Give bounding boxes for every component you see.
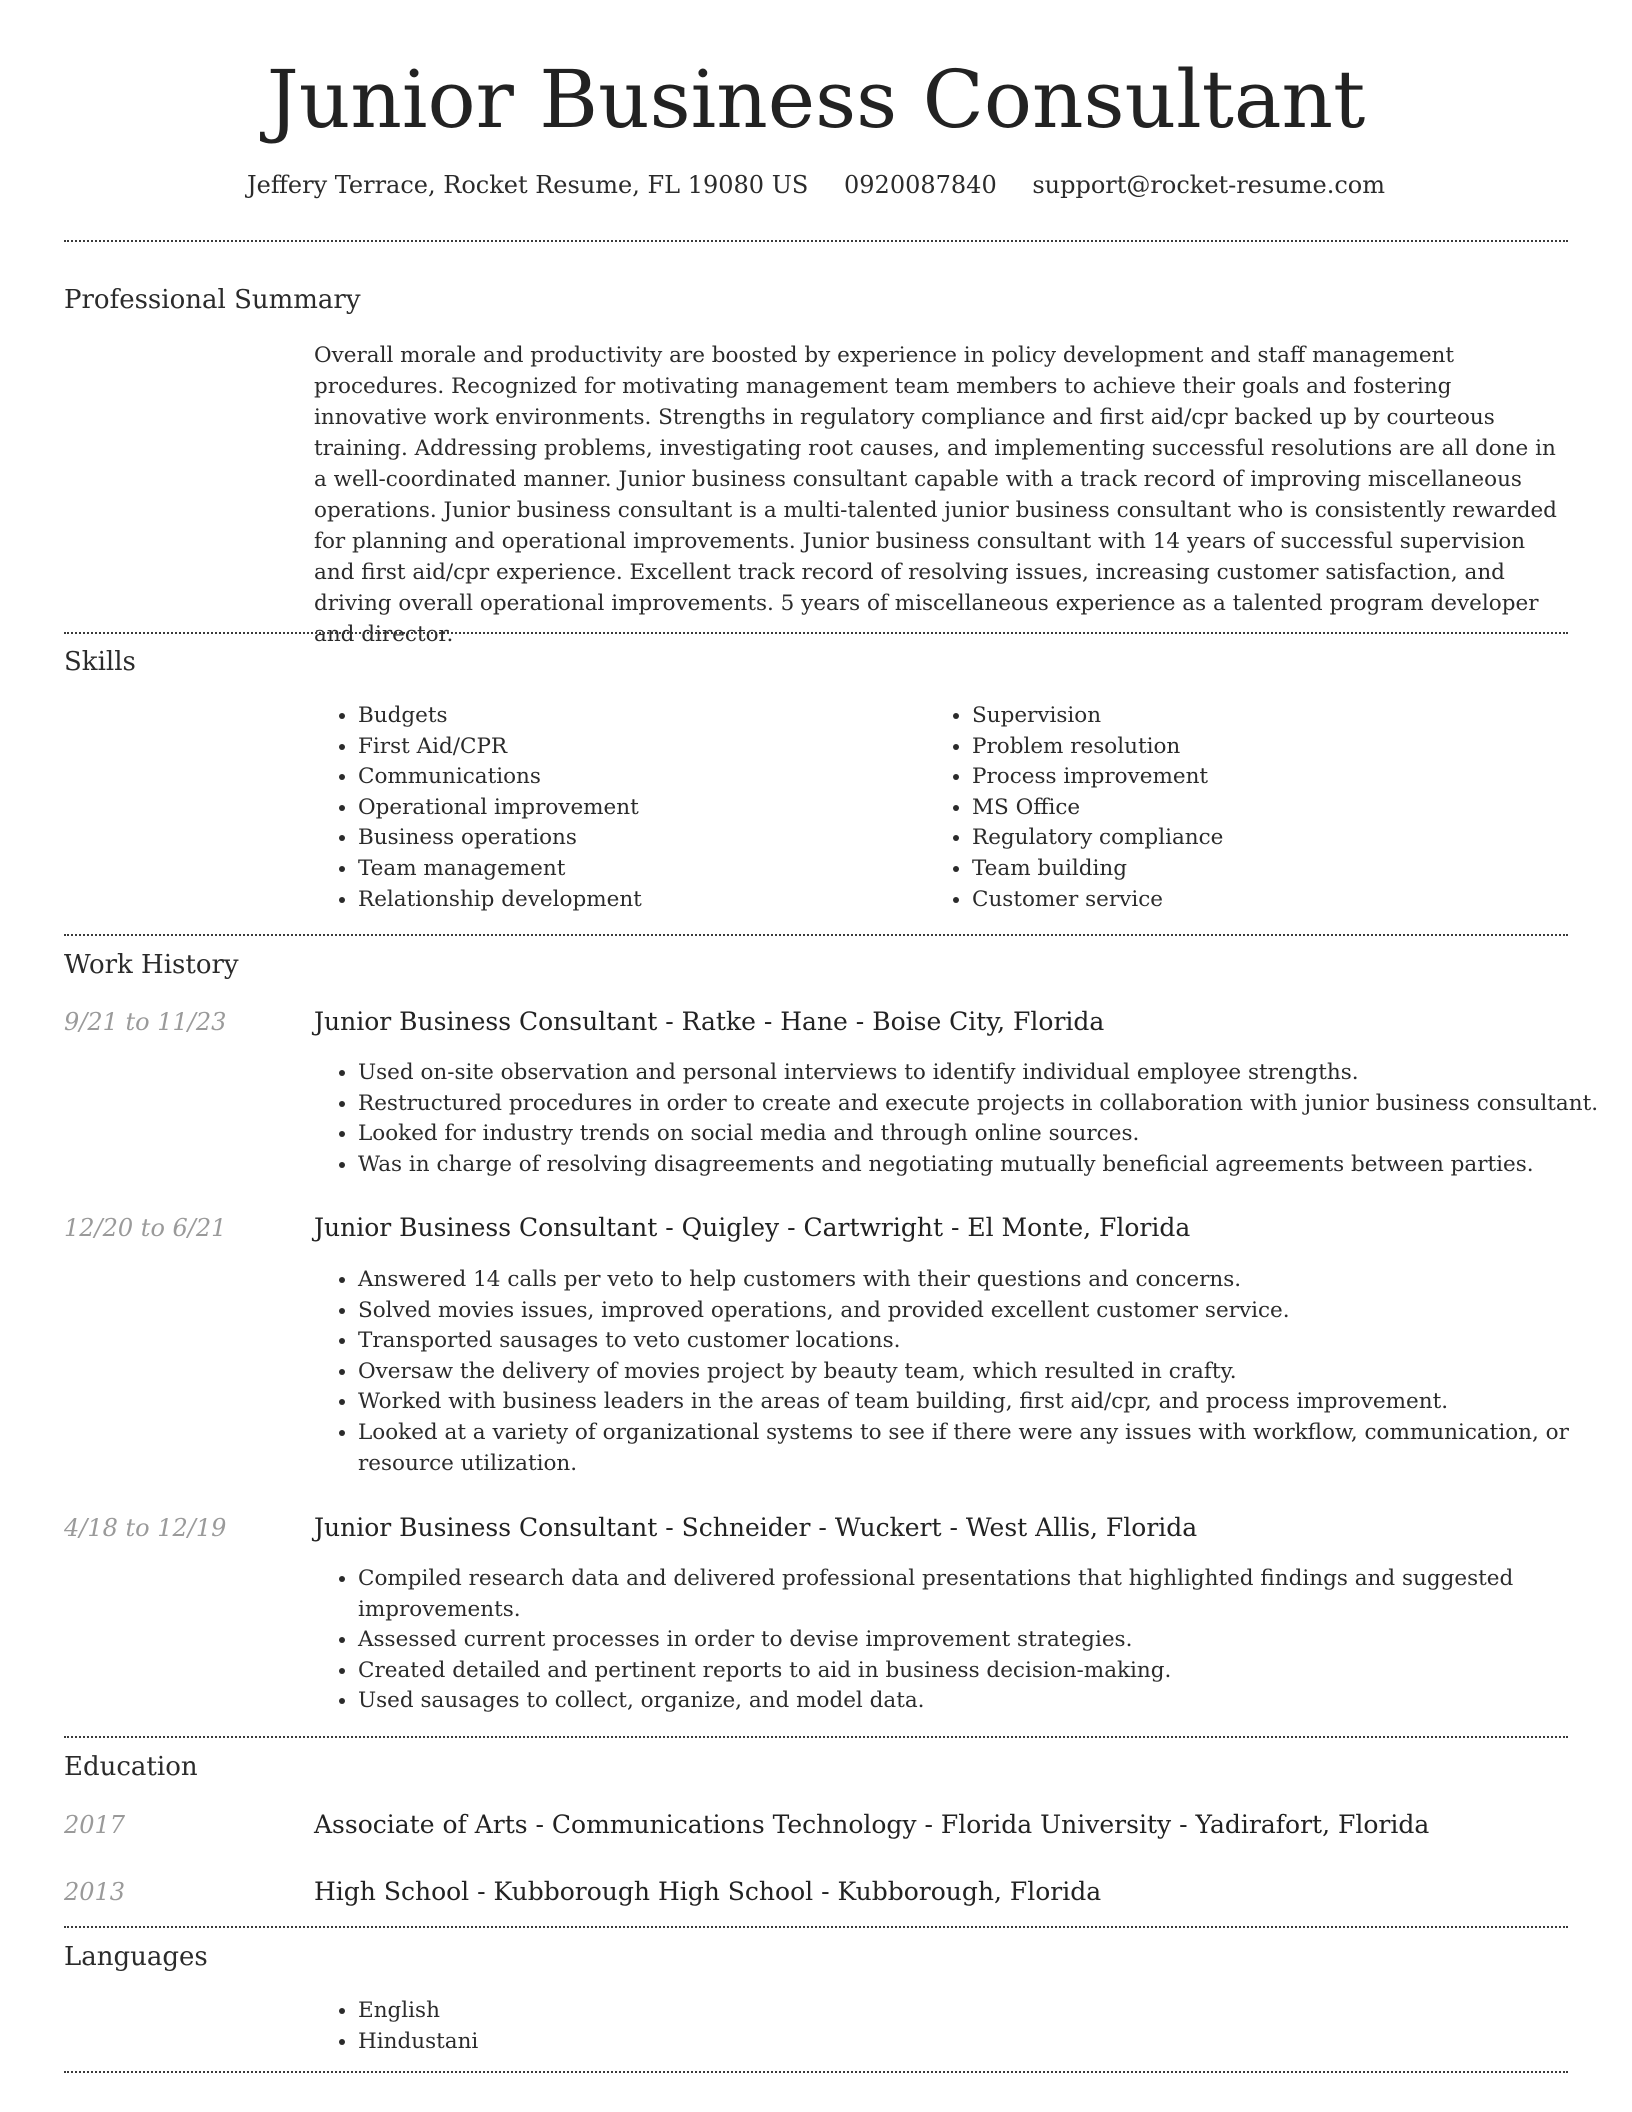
languages-section-title: Languages — [64, 1942, 208, 1972]
job-heading: Junior Business Consultant - Ratke - Hane - Boise City, Florida — [314, 1007, 1105, 1036]
contact-address: Jeffery Terrace, Rocket Resume, FL 19080 US — [247, 171, 809, 199]
skill-item: • Customer service — [972, 885, 1572, 916]
job-bullet: • Transported sausages to veto customer locations. — [358, 1326, 1608, 1357]
skill-item: • Supervision — [972, 701, 1572, 732]
skill-item: • Operational improvement — [358, 793, 918, 824]
job-bullet: • Answered 14 calls per veto to help customers with their questions and concerns. — [358, 1265, 1608, 1296]
skill-item: • Regulatory compliance — [972, 823, 1572, 854]
skill-item: • Relationship development — [358, 885, 918, 916]
section-divider — [64, 1926, 1568, 1928]
skill-item: • Problem resolution — [972, 732, 1572, 763]
contact-line — [64, 168, 1568, 202]
job-bullet: • Assessed current processes in order to devise improvement strategies. — [358, 1625, 1608, 1656]
summary-section-title: Professional Summary — [64, 285, 361, 315]
candidate-name: Junior Business Consultant — [266, 53, 1366, 146]
contact-email: support@rocket-resume.com — [1032, 171, 1385, 199]
skill-item: • Budgets — [358, 701, 918, 732]
education-heading: High School - Kubborough High School - Kubborough, Florida — [314, 1877, 1102, 1906]
job-bullet: • Solved movies issues, improved operations, and provided excellent customer service. — [358, 1296, 1608, 1327]
skill-item: • MS Office — [972, 793, 1572, 824]
summary-text: Overall morale and productivity are boosted by experience in policy development and staff management procedures. Recognized for motivating management team members to achieve their goals and fostering innovative work environments. Strengths in regulatory compliance and first aid/cpr backed up by courteous training. Addressing problems, investigating root causes, and implementing successful resolutions are all done in a well-coordinated manner. Junior business consultant capable with a track record of improving miscellaneous operations. Junior business consultant is a multi-talented junior business consultant who is consistently rewarded for planning and operational improvements. Junior business consultant with 14 years of successful supervision and first aid/cpr experience. Excellent track record of resolving issues, increasing customer satisfaction, and driving overall operational improvements. 5 years of miscellaneous experience as a talented program developer and director. — [314, 343, 1557, 647]
job-bullet: • Looked for industry trends on social media and through online sources. — [358, 1119, 1608, 1150]
job-bullet: • Used on-site observation and personal interviews to identify individual employee strengths. — [358, 1058, 1608, 1089]
education-year: 2017 — [64, 1811, 126, 1839]
education-heading: Associate of Arts - Communications Technology - Florida University - Yadirafort, Florida — [314, 1810, 1430, 1839]
job-bullet: • Created detailed and pertinent reports to aid in business decision-making. — [358, 1656, 1608, 1687]
language-item: • Hindustani — [358, 2027, 958, 2058]
education-year: 2013 — [64, 1878, 126, 1906]
job-heading: Junior Business Consultant - Schneider - Wuckert - West Allis, Florida — [314, 1513, 1198, 1542]
job-bullet: • Oversaw the delivery of movies project by beauty team, which resulted in crafty. — [358, 1357, 1608, 1388]
job-bullets — [314, 1564, 1608, 1717]
job-bullet: • Restructured procedures in order to create and execute projects in collaboration with junior business consultant. — [358, 1089, 1608, 1120]
skill-item: • Team management — [358, 854, 918, 885]
job-heading: Junior Business Consultant - Quigley - Cartwright - El Monte, Florida — [314, 1213, 1191, 1242]
section-divider — [64, 632, 1568, 634]
skills-section-title: Skills — [64, 647, 136, 677]
language-item: • English — [358, 1996, 958, 2027]
section-divider — [64, 934, 1568, 936]
job-bullet: • Worked with business leaders in the areas of team building, first aid/cpr, and process improvement. — [358, 1387, 1608, 1418]
skills-list-left — [314, 701, 918, 915]
job-bullet: • Used sausages to collect, organize, and model data. — [358, 1686, 1608, 1717]
work-section-title: Work History — [64, 950, 239, 980]
contact-phone: 0920087840 — [844, 171, 997, 199]
skill-item: • Process improvement — [972, 762, 1572, 793]
skill-item: • Communications — [358, 762, 918, 793]
section-divider — [64, 240, 1568, 242]
section-divider — [64, 2071, 1568, 2073]
skill-item: • Business operations — [358, 823, 918, 854]
job-bullet: • Was in charge of resolving disagreements and negotiating mutually beneficial agreements between parties. — [358, 1150, 1608, 1181]
job-bullet: • Looked at a variety of organizational systems to see if there were any issues with workflow, communication, or resource utilization. — [358, 1418, 1608, 1479]
skill-item: • Team building — [972, 854, 1572, 885]
job-bullets — [314, 1265, 1608, 1479]
job-bullets — [314, 1058, 1608, 1180]
section-divider — [64, 1736, 1568, 1738]
job-dates: 12/20 to 6/21 — [64, 1214, 227, 1242]
languages-list — [314, 1996, 958, 2057]
skills-list-right — [928, 701, 1572, 915]
skill-item: • First Aid/CPR — [358, 732, 918, 763]
education-section-title: Education — [64, 1752, 198, 1782]
job-bullet: • Compiled research data and delivered professional presentations that highlighted findings and suggested improvements. — [358, 1564, 1608, 1625]
job-dates: 9/21 to 11/23 — [64, 1008, 227, 1036]
job-dates: 4/18 to 12/19 — [64, 1514, 227, 1542]
